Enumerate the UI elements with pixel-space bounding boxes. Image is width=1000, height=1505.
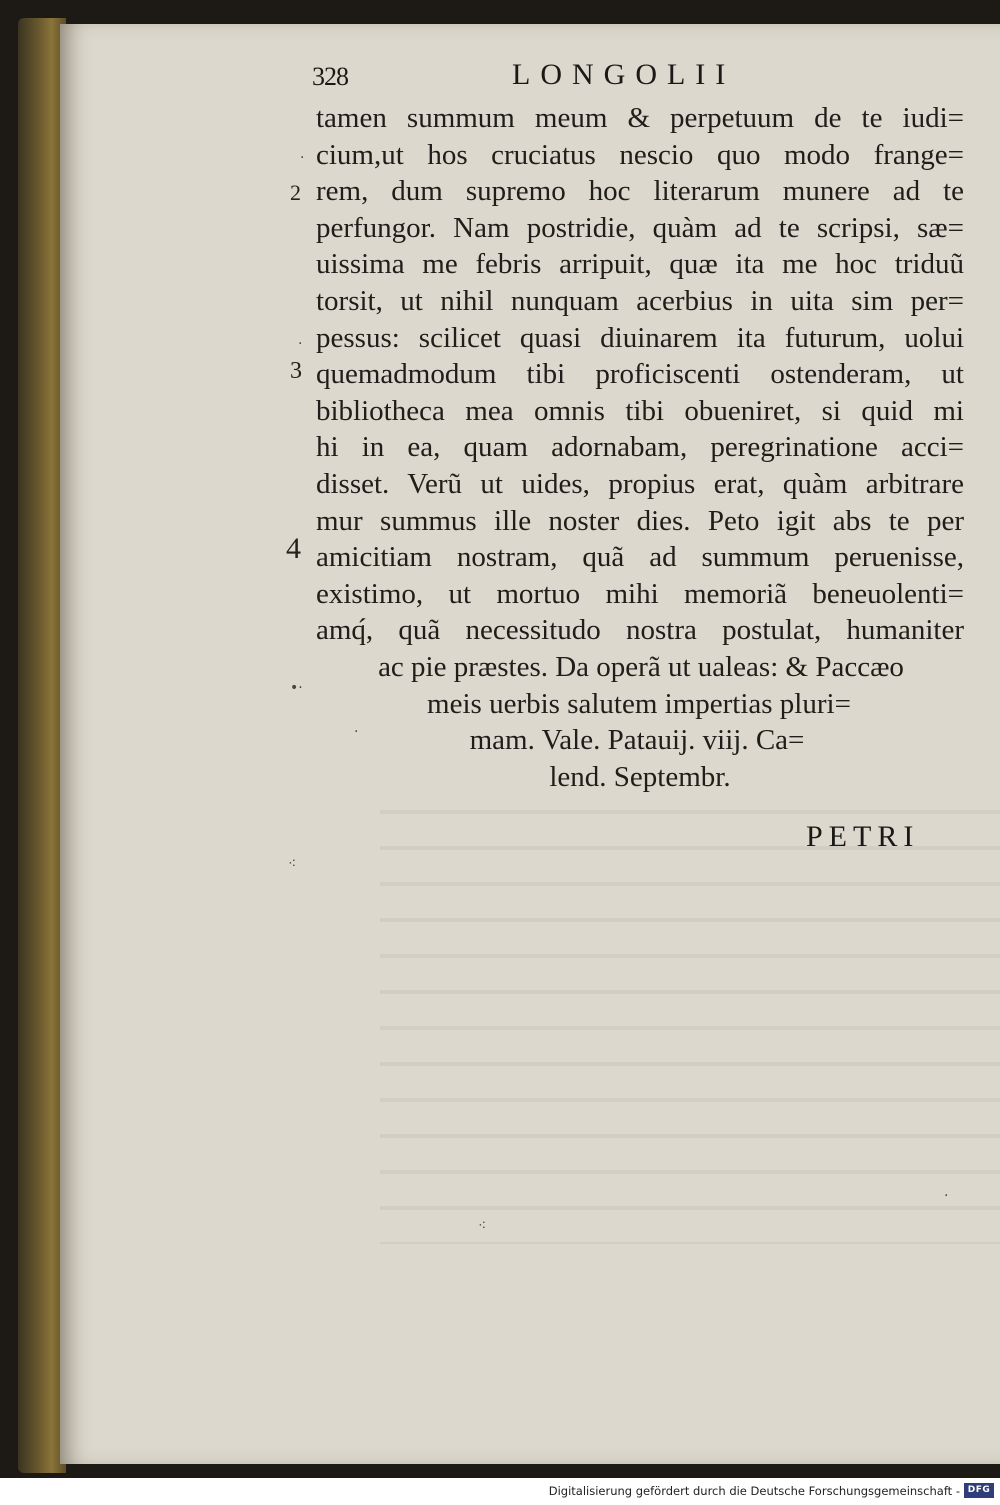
text-line: torsit, ut nihil nunquam acerbius in uita sim per= — [316, 284, 964, 317]
text-line: mam. Vale. Patauij. viij. Ca= — [469, 724, 805, 757]
running-title: LONGOLII — [512, 58, 736, 91]
margin-mark: 2 — [290, 180, 301, 205]
text-line: meis uerbis salutem impertias pluri= — [427, 687, 851, 720]
text-line: ac pie præstes. Da operã ut ualeas: & Paccæo — [378, 650, 904, 683]
margin-mark: 4 — [286, 532, 301, 565]
text-line: uissima me febris arripuit, quæ ita me hoc triduũ — [316, 248, 964, 281]
text-line: perfungor. Nam postridie, quàm ad te scripsi, sæ= — [316, 211, 964, 244]
margin-mark: 3 — [290, 358, 302, 384]
text-line: lend. Septembr. — [549, 760, 731, 793]
text-line: rem, dum supremo hoc literarum munere ad te — [316, 175, 964, 208]
ink-speck: · — [354, 724, 359, 740]
text-line: amq́, quã necessitudo nostra postulat, humaniter — [316, 614, 964, 647]
text-line: quemadmodum tibi proficiscenti ostenderam, ut — [316, 358, 964, 391]
footer-credit: Digitalisierung gefördert durch die Deutsche Forschungsgemeinschaft - — [548, 1484, 960, 1498]
text-line: cium,ut hos cruciatus nescio quo modo frange= — [316, 138, 964, 171]
ink-speck: · — [944, 1188, 949, 1204]
text-line: existimo, ut mortuo mihi memoriã beneuolenti= — [316, 577, 964, 610]
text-line: pessus: scilicet quasi diuinarem ita futurum, uolui — [316, 321, 964, 354]
ink-speck: •· — [290, 680, 303, 696]
book-edge — [18, 18, 66, 1473]
text-line: amicitiam nostram, quã ad summum peruenisse, — [316, 541, 964, 574]
ink-speck: · — [298, 336, 303, 352]
text-line: bibliotheca mea omnis tibi obueniret, si quid mi — [316, 394, 964, 427]
page-number: 328 — [312, 62, 348, 91]
text-line: disset. Verũ ut uides, propius erat, quàm arbitrare — [316, 467, 964, 500]
ink-speck: ⁖ — [478, 1218, 487, 1234]
text-line: mur summus ille noster dies. Peto igit abs te per — [316, 504, 964, 537]
text-line: tamen summum meum & perpetuum de te iudi= — [316, 102, 964, 134]
ink-speck: · — [300, 150, 305, 166]
ink-speck: ⁖ — [288, 856, 297, 872]
running-head — [0, 58, 1000, 98]
text-line: hi in ea, quam adornabam, peregrinatione acci= — [316, 431, 964, 464]
catchword: PETRI — [806, 820, 920, 853]
dfg-logo: DFG — [964, 1483, 994, 1498]
body-text — [316, 100, 964, 795]
footer-bar — [0, 1478, 1000, 1505]
